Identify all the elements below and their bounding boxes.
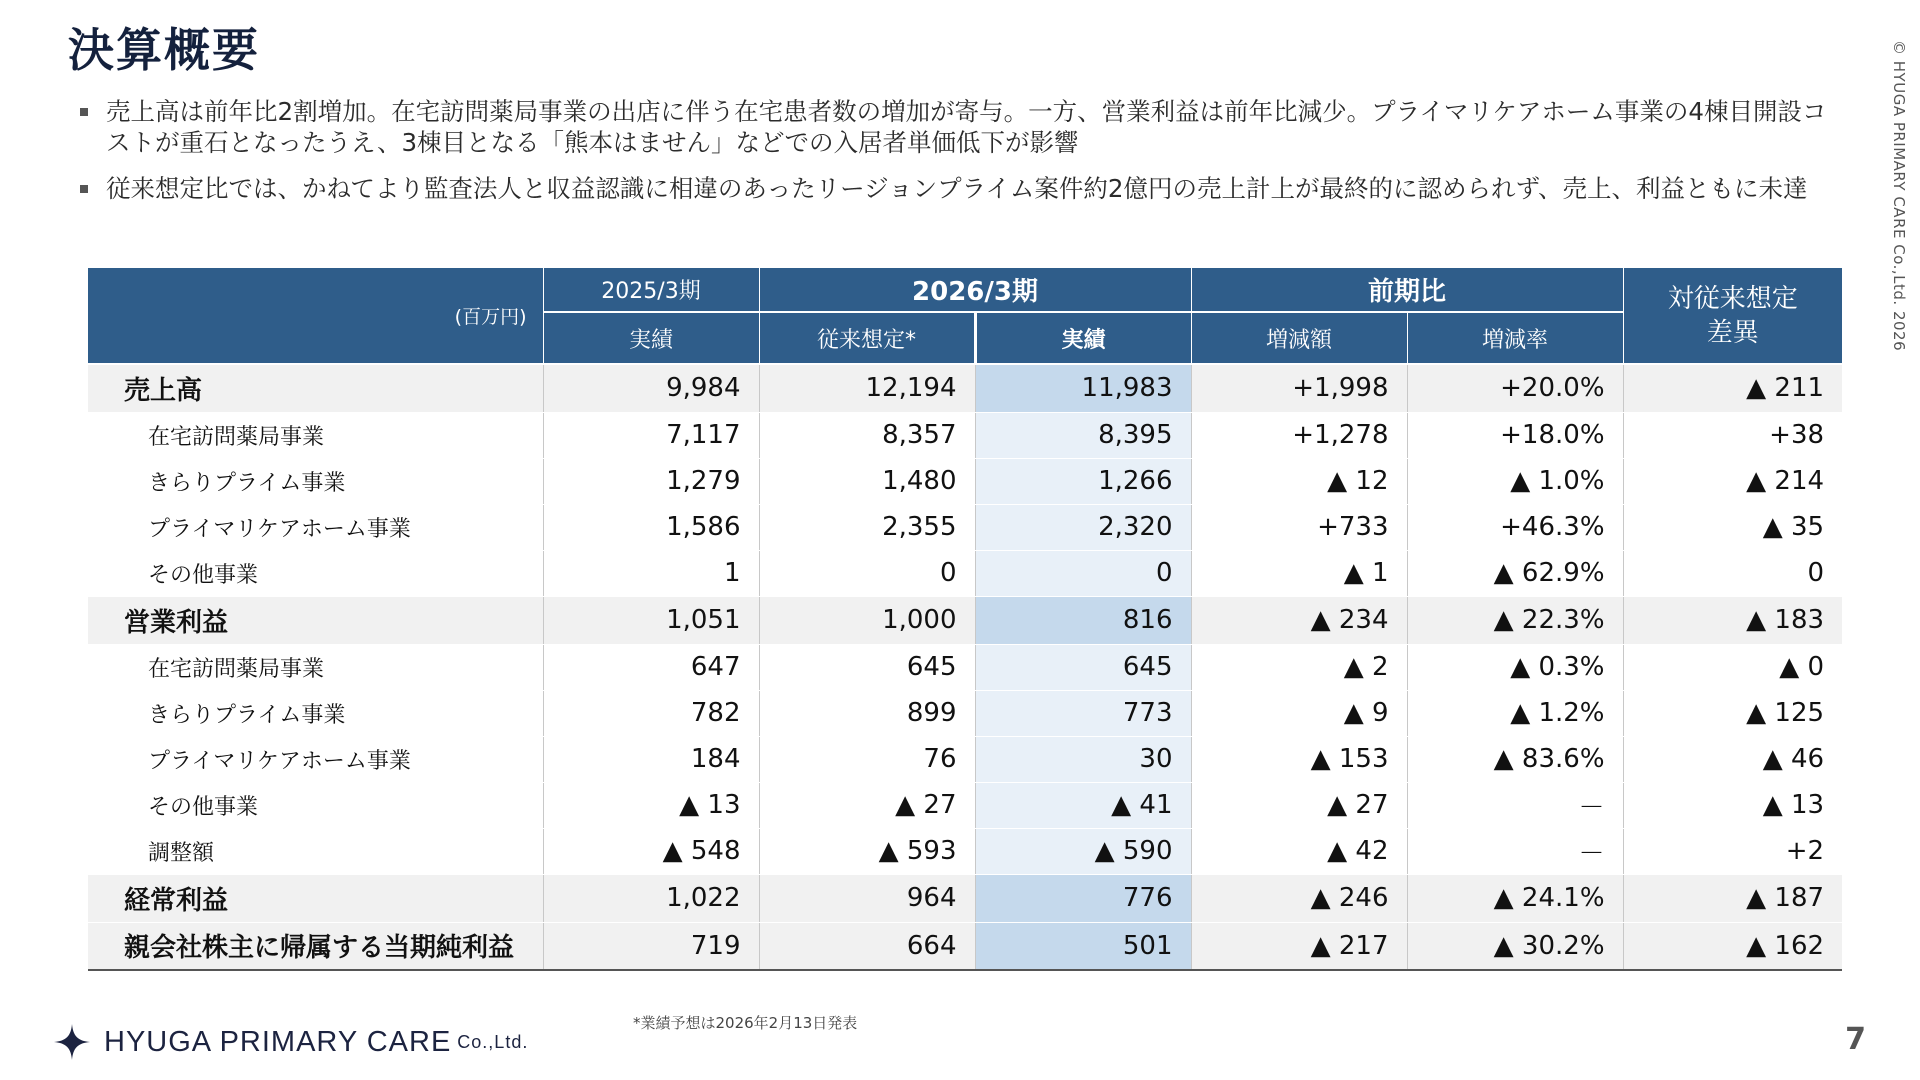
star-icon xyxy=(52,1022,92,1062)
cell-prev: 782 xyxy=(543,690,759,736)
cell-prev: 7,117 xyxy=(543,412,759,458)
header-actual: 実績 xyxy=(975,312,1191,364)
cell-plan: 899 xyxy=(759,690,975,736)
cell-plan: 664 xyxy=(759,922,975,970)
cell-prev: ▲ 548 xyxy=(543,828,759,874)
cell-rate: － xyxy=(1407,782,1623,828)
header-diff-rate: 増減率 xyxy=(1407,312,1623,364)
row-label: きらりプライム事業 xyxy=(88,458,543,504)
cell-diff: ▲ 153 xyxy=(1191,736,1407,782)
cell-plan: ▲ 27 xyxy=(759,782,975,828)
row-label: その他事業 xyxy=(88,550,543,596)
cell-vsplan: ▲ 46 xyxy=(1623,736,1842,782)
cell-diff: +733 xyxy=(1191,504,1407,550)
cell-rate: +46.3% xyxy=(1407,504,1623,550)
row-label: 経常利益 xyxy=(88,874,543,922)
cell-prev: 719 xyxy=(543,922,759,970)
cell-prev: 1 xyxy=(543,550,759,596)
cell-actual: ▲ 590 xyxy=(975,828,1191,874)
cell-plan: 1,480 xyxy=(759,458,975,504)
cell-diff: ▲ 2 xyxy=(1191,644,1407,690)
cell-vsplan: ▲ 214 xyxy=(1623,458,1842,504)
cell-diff: ▲ 27 xyxy=(1191,782,1407,828)
cell-rate: ▲ 30.2% xyxy=(1407,922,1623,970)
cell-vsplan: ▲ 125 xyxy=(1623,690,1842,736)
header-curr-period: 2026/3期 xyxy=(759,268,1191,312)
cell-rate: ▲ 1.0% xyxy=(1407,458,1623,504)
cell-diff: ▲ 42 xyxy=(1191,828,1407,874)
table-row xyxy=(88,874,1842,922)
cell-diff: +1,998 xyxy=(1191,364,1407,412)
cell-vsplan: ▲ 162 xyxy=(1623,922,1842,970)
table-row xyxy=(88,922,1842,970)
cell-vsplan: +38 xyxy=(1623,412,1842,458)
cell-actual: 501 xyxy=(975,922,1191,970)
table-row xyxy=(88,736,1842,782)
table-row xyxy=(88,596,1842,644)
row-label: プライマリケアホーム事業 xyxy=(88,736,543,782)
table-row xyxy=(88,782,1842,828)
cell-actual: 776 xyxy=(975,874,1191,922)
cell-vsplan: ▲ 211 xyxy=(1623,364,1842,412)
bullet-item: 従来想定比では、かねてより監査法人と収益認識に相違のあったリージョンプライム案件約2億円の売上計上が最終的に認められず、売上、利益ともに未達 xyxy=(78,173,1848,204)
header-yoy: 前期比 xyxy=(1191,268,1623,312)
cell-diff: ▲ 9 xyxy=(1191,690,1407,736)
row-label: 在宅訪問薬局事業 xyxy=(88,644,543,690)
cell-prev: 1,279 xyxy=(543,458,759,504)
header-prev-actual: 実績 xyxy=(543,312,759,364)
cell-prev: 1,051 xyxy=(543,596,759,644)
cell-vsplan: ▲ 0 xyxy=(1623,644,1842,690)
row-label: プライマリケアホーム事業 xyxy=(88,504,543,550)
cell-actual: 816 xyxy=(975,596,1191,644)
cell-plan: 2,355 xyxy=(759,504,975,550)
cell-diff: ▲ 1 xyxy=(1191,550,1407,596)
cell-diff: ▲ 12 xyxy=(1191,458,1407,504)
cell-plan: 76 xyxy=(759,736,975,782)
company-logo xyxy=(52,1022,528,1062)
cell-actual: 8,395 xyxy=(975,412,1191,458)
page-title: 決算概要 xyxy=(68,23,260,77)
financial-summary-table xyxy=(88,268,1842,971)
cell-prev: 647 xyxy=(543,644,759,690)
cell-actual: ▲ 41 xyxy=(975,782,1191,828)
cell-actual: 773 xyxy=(975,690,1191,736)
cell-prev: 184 xyxy=(543,736,759,782)
cell-rate: ▲ 0.3% xyxy=(1407,644,1623,690)
cell-rate: ▲ 1.2% xyxy=(1407,690,1623,736)
cell-rate: +18.0% xyxy=(1407,412,1623,458)
row-label: 営業利益 xyxy=(88,596,543,644)
row-label: その他事業 xyxy=(88,782,543,828)
page-number: 7 xyxy=(1845,1022,1866,1057)
cell-actual: 645 xyxy=(975,644,1191,690)
cell-diff: ▲ 217 xyxy=(1191,922,1407,970)
cell-diff: ▲ 234 xyxy=(1191,596,1407,644)
cell-plan: 12,194 xyxy=(759,364,975,412)
table-row xyxy=(88,412,1842,458)
row-label: 在宅訪問薬局事業 xyxy=(88,412,543,458)
header-vs-plan: 対従来想定 差異 xyxy=(1623,268,1842,364)
table-row xyxy=(88,550,1842,596)
cell-vsplan: ▲ 183 xyxy=(1623,596,1842,644)
cell-plan: 964 xyxy=(759,874,975,922)
header-diff-amount: 増減額 xyxy=(1191,312,1407,364)
cell-diff: ▲ 246 xyxy=(1191,874,1407,922)
cell-vsplan: 0 xyxy=(1623,550,1842,596)
table-row xyxy=(88,458,1842,504)
cell-plan: 1,000 xyxy=(759,596,975,644)
table-row xyxy=(88,504,1842,550)
cell-rate: +20.0% xyxy=(1407,364,1623,412)
unit-label: (百万円) xyxy=(88,268,543,364)
header-plan: 従来想定* xyxy=(759,312,975,364)
cell-rate: ▲ 62.9% xyxy=(1407,550,1623,596)
cell-actual: 30 xyxy=(975,736,1191,782)
cell-actual: 11,983 xyxy=(975,364,1191,412)
row-label: 調整額 xyxy=(88,828,543,874)
footnote: *業績予想は2026年2月13日発表 xyxy=(633,1014,858,1032)
row-label: 親会社株主に帰属する当期純利益 xyxy=(88,922,543,970)
cell-actual: 2,320 xyxy=(975,504,1191,550)
table-row xyxy=(88,828,1842,874)
cell-plan: ▲ 593 xyxy=(759,828,975,874)
table-row xyxy=(88,364,1842,412)
copyright-text: © HYUGA PRIMARY CARE Co.,Ltd. 2026 xyxy=(1890,40,1908,352)
bullet-item: 売上高は前年比2割増加。在宅訪問薬局事業の出店に伴う在宅患者数の増加が寄与。一方、営業利益は前年比減少。プライマリケアホーム事業の4棟目開設コストが重石となったうえ、3棟目となる「熊本はません」などでの入居者単価低下が影響 xyxy=(78,96,1848,158)
cell-actual: 1,266 xyxy=(975,458,1191,504)
row-label: 売上高 xyxy=(88,364,543,412)
cell-actual: 0 xyxy=(975,550,1191,596)
cell-diff: +1,278 xyxy=(1191,412,1407,458)
cell-rate: ▲ 83.6% xyxy=(1407,736,1623,782)
cell-vsplan: ▲ 13 xyxy=(1623,782,1842,828)
cell-rate: ▲ 22.3% xyxy=(1407,596,1623,644)
table-row xyxy=(88,644,1842,690)
cell-vsplan: ▲ 187 xyxy=(1623,874,1842,922)
cell-prev: ▲ 13 xyxy=(543,782,759,828)
summary-bullets xyxy=(78,96,1848,219)
cell-plan: 0 xyxy=(759,550,975,596)
cell-vsplan: +2 xyxy=(1623,828,1842,874)
cell-plan: 645 xyxy=(759,644,975,690)
cell-plan: 8,357 xyxy=(759,412,975,458)
cell-prev: 1,586 xyxy=(543,504,759,550)
header-prev-period: 2025/3期 xyxy=(543,268,759,312)
row-label: きらりプライム事業 xyxy=(88,690,543,736)
cell-rate: ▲ 24.1% xyxy=(1407,874,1623,922)
cell-rate: － xyxy=(1407,828,1623,874)
cell-vsplan: ▲ 35 xyxy=(1623,504,1842,550)
logo-name: HYUGA PRIMARY CARE xyxy=(104,1025,452,1058)
side-copyright xyxy=(1884,40,1914,380)
logo-suffix: Co.,Ltd. xyxy=(457,1031,529,1052)
cell-prev: 1,022 xyxy=(543,874,759,922)
table-row xyxy=(88,690,1842,736)
cell-prev: 9,984 xyxy=(543,364,759,412)
